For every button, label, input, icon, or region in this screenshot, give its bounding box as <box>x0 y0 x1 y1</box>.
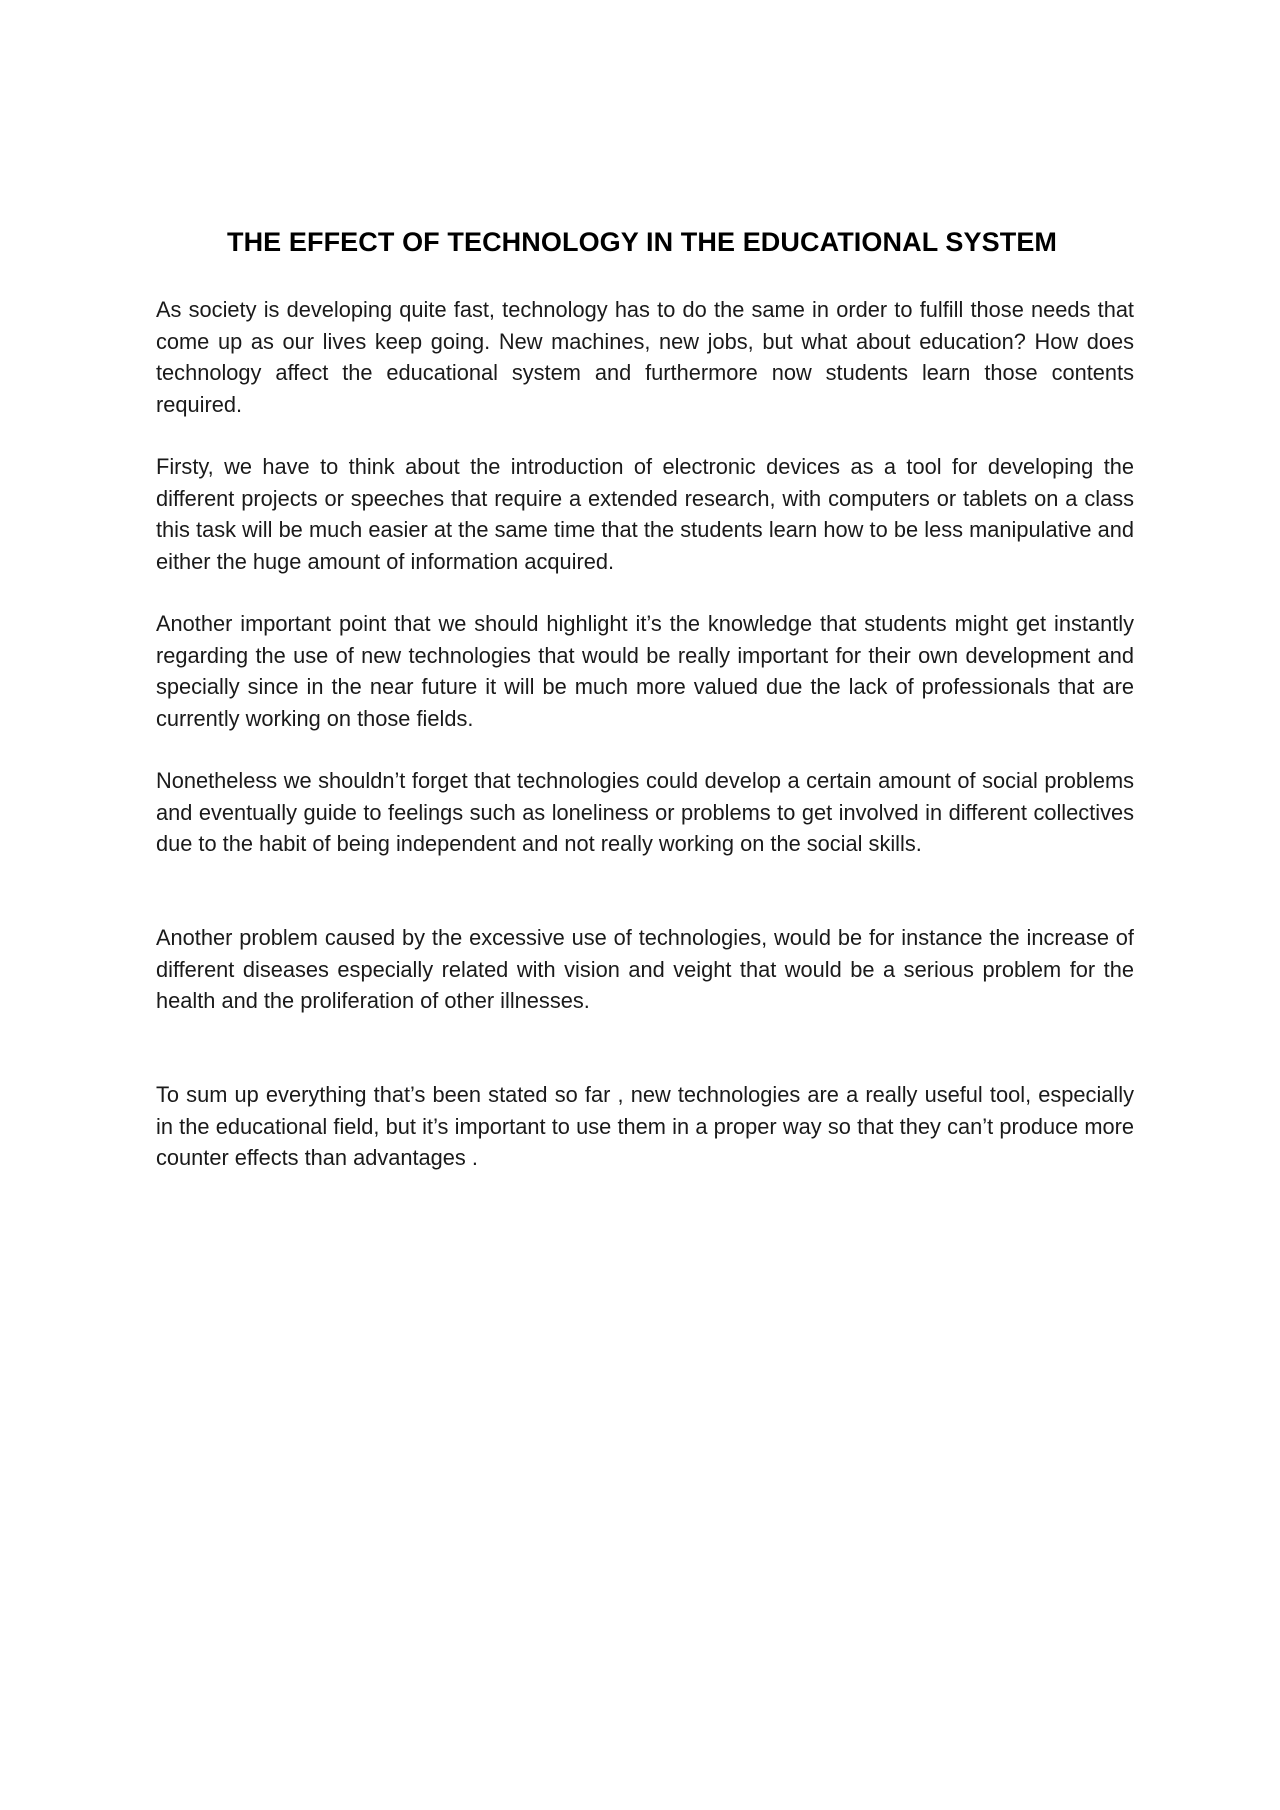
paragraph-health-problems: Another problem caused by the excessive use of technologies, would be for instance the increase of different diseases especially related with vision and veight that would be a serious problem for the health and the proliferation of other illnesses. <box>156 925 1134 1013</box>
paragraph-knowledge: Another important point that we should highlight it’s the knowledge that students might get instantly regarding the use of new technologies that would be really important for their own development and specially since in the near future it will be much more valued due the lack of professionals that are currently working on those fields. <box>156 611 1134 731</box>
paragraph-electronic-devices: Firsty, we have to think about the introduction of electronic devices as a tool for developing the different projects or speeches that require a extended research, with computers or tablets on a class this task will be much easier at the same time that the students learn how to be less manipulative and either the huge amount of information acquired. <box>156 454 1134 574</box>
paragraph-social-problems: Nonetheless we shouldn’t forget that technologies could develop a certain amount of social problems and eventually guide to feelings such as loneliness or problems to get involved in different collectives due to the habit of being independent and not really working on the social skills. <box>156 768 1134 856</box>
document-title: THE EFFECT OF TECHNOLOGY IN THE EDUCATIONAL SYSTEM <box>226 227 1058 257</box>
paragraph-conclusion: To sum up everything that’s been stated so far , new technologies are a really useful tool, especially in the educational field, but it’s important to use them in a proper way so that they can’t produce more counter effects than advantages . <box>156 1082 1134 1170</box>
paragraph-introduction: As society is developing quite fast, technology has to do the same in order to fulfill those needs that come up as our lives keep going. New machines, new jobs, but what about education? How does technology affect the educational system and furthermore now students learn those contents required. <box>156 297 1134 417</box>
